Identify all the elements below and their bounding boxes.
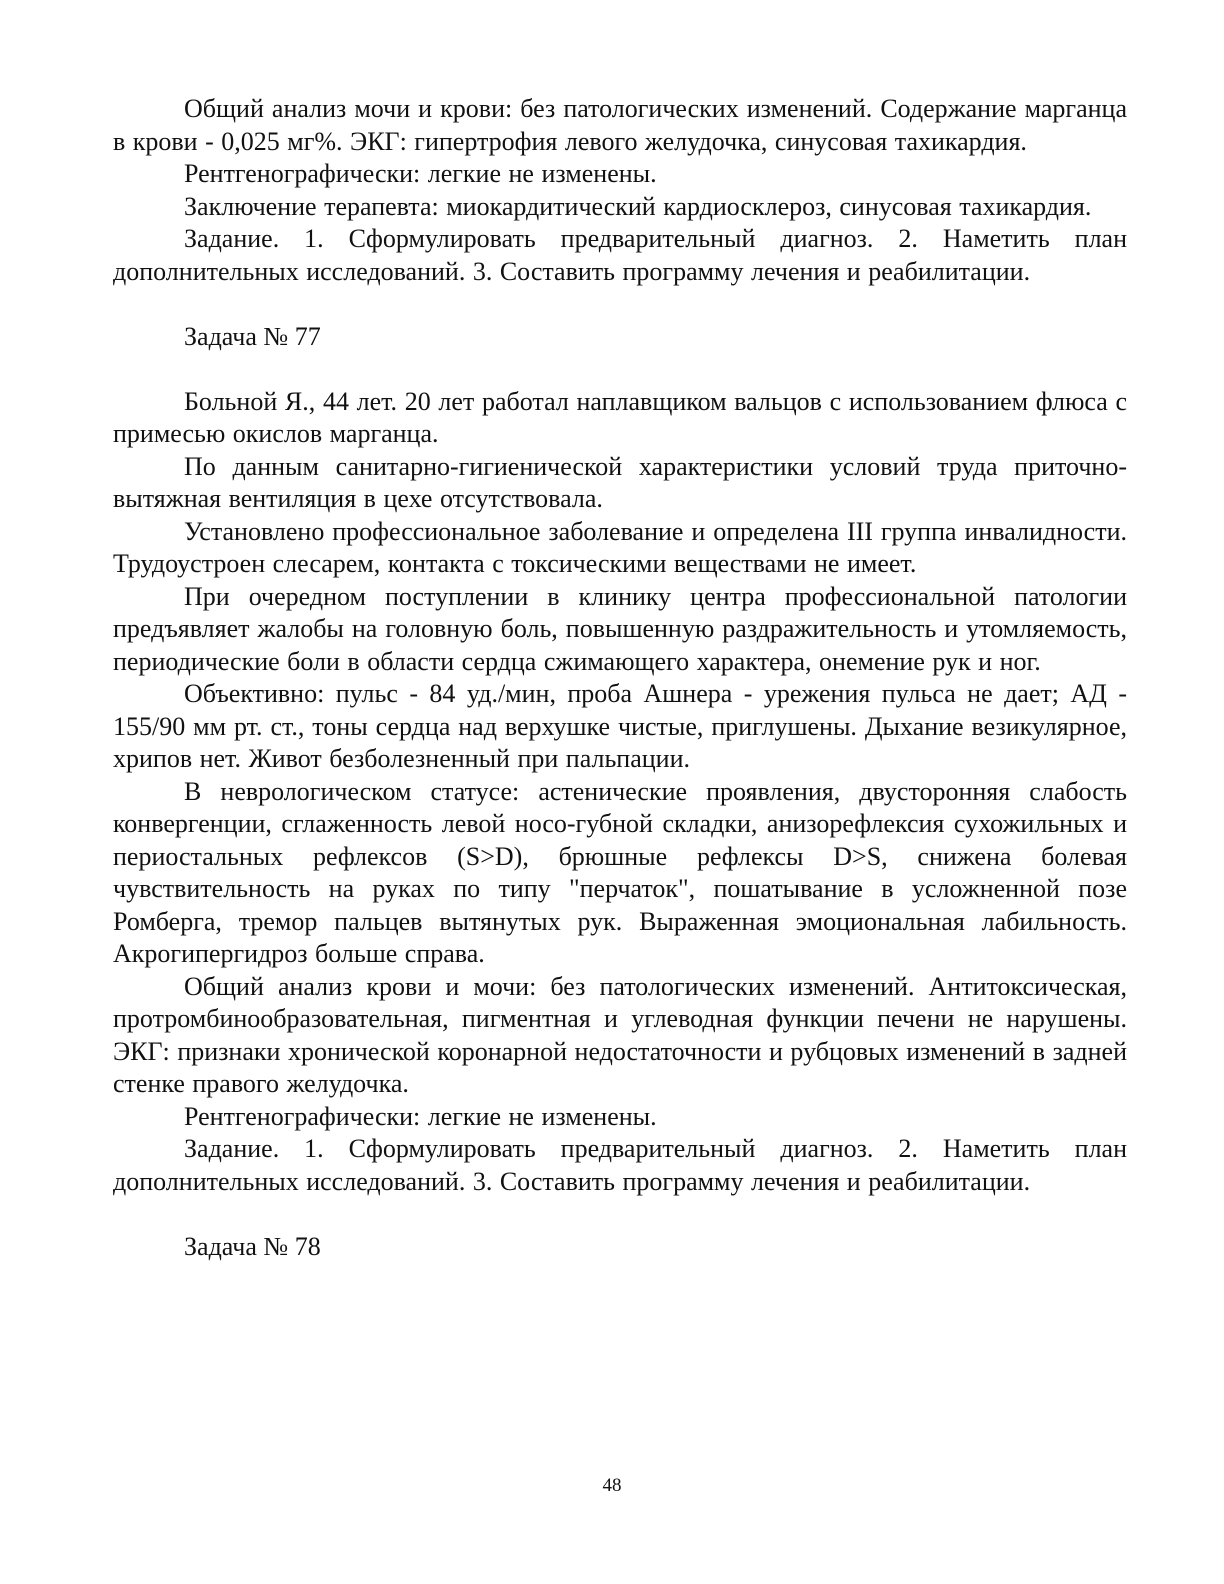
paragraph-sanitary-conditions: По данным санитарно-гигиенической характеристики условий труда приточно-вытяжная вентиляция в цехе отсутствовала.: [113, 451, 1127, 513]
paragraph-neurological-status: В неврологическом статусе: астенические проявления, двусторонняя слабость конвергенции, сглаженность левой носо-губной складки, анизорефлексия сухожильных и периостальных рефлексов (S>D), брюшные рефлексы D>S, снижена болевая чувствительность на руках по типу "перчаток", пошатывание в усложненной позе Ромберга, тремор пальцев вытянутых рук. Выраженная эмоциональная лабильность. Акрогипергидроз больше справа.: [113, 776, 1127, 968]
paragraph-xray: Рентгенографически: легкие не изменены.: [184, 159, 657, 188]
paragraph-complaints: При очередном поступлении в клинику центра профессиональной патологии предъявляет жалобы на головную боль, повышенную раздражительность и утомляемость, периодические боли в области сердца сжимающего характера, онемение рук и ног.: [113, 581, 1127, 676]
spacer: [113, 353, 1127, 386]
page-number: 48: [602, 1475, 622, 1496]
paragraph-analysis-results: Общий анализ мочи и крови: без патологических изменений. Содержание марганца в крови - 0,025 мг%. ЭКГ: гипертрофия левого желудочка, синусовая тахикардия.: [113, 94, 1127, 156]
paragraph-xray: Рентгенографически: легкие не изменены.: [184, 1101, 657, 1131]
page-content: [113, 93, 1127, 1263]
paragraph-assignment: Задание. 1. Сформулировать предварительный диагноз. 2. Наметить план дополнительных исследований. 3. Составить программу лечения и реабилитации.: [113, 1134, 1127, 1196]
paragraph-objective-exam: Объективно: пульс - 84 уд./мин, проба Ашнера - урежения пульса не дает; АД - 155/90 мм рт. ст., тоны сердца над верхушке чистые, приглушены. Дыхание везикулярное, хрипов нет. Живот безболезненный при пальпации.: [113, 679, 1127, 773]
paragraph-assignment: Задание. 1. Сформулировать предварительный диагноз. 2. Наметить план дополнительных исследований. 3. Составить программу лечения и реабилитации.: [113, 224, 1127, 286]
paragraph-blood-urine-analysis: Общий анализ крови и мочи: без патологических изменений. Антитоксическая, протромбинообразовательная, пигментная и углеводная функции печени не нарушены. ЭКГ: признаки хронической коронарной недостаточности и рубцовых изменений в задней стенке правого желудочка.: [113, 971, 1127, 1098]
paragraph-disability: Установлено профессиональное заболевание и определена III группа инвалидности. Трудоустроен слесарем, контакта с токсическими веществами не имеет.: [113, 516, 1127, 578]
task-77-heading: Задача № 77: [184, 321, 321, 351]
spacer: [113, 1198, 1127, 1231]
paragraph-patient-history: Больной Я., 44 лет. 20 лет работал наплавщиком вальцов с использованием флюса с примесью окислов марганца.: [113, 386, 1127, 448]
spacer: [113, 288, 1127, 321]
task-78-heading: Задача № 78: [184, 1231, 321, 1261]
paragraph-therapist-conclusion: Заключение терапевта: миокардитический кардиосклероз, синусовая тахикардия.: [184, 191, 1092, 221]
